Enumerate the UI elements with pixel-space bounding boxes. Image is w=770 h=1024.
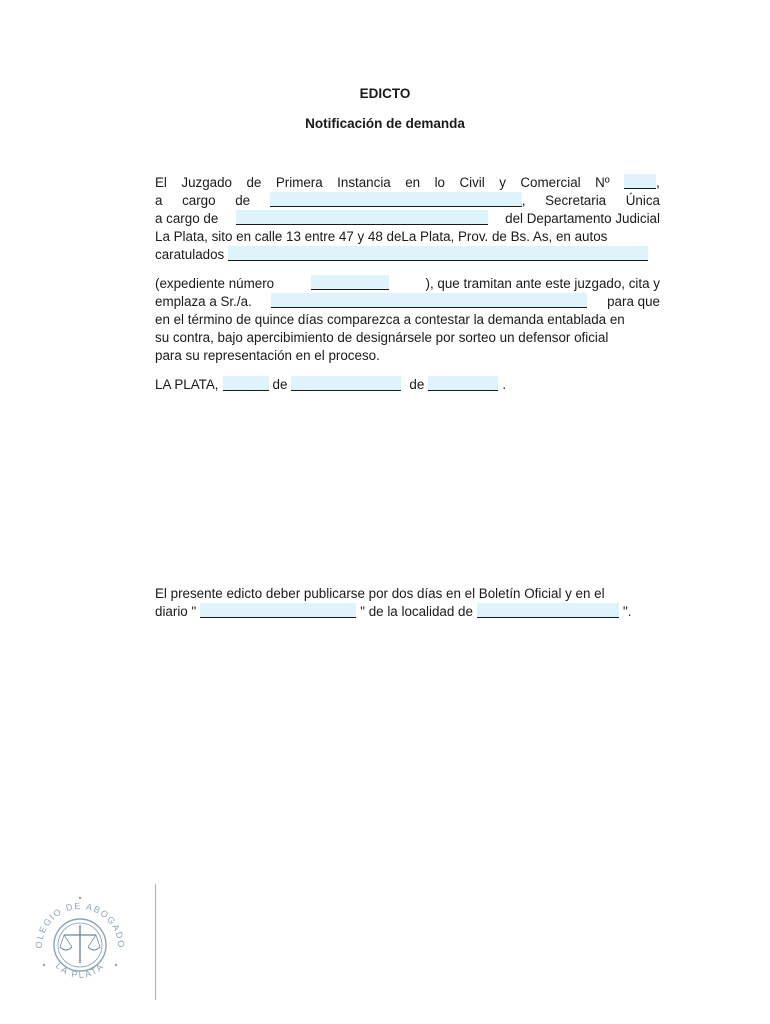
text: y	[499, 175, 506, 190]
text-line	[155, 293, 660, 311]
text: Secretaria	[545, 193, 607, 208]
text: su contra, bajo apercibimiento de designársele por sorteo un defensor oficial	[155, 330, 609, 345]
paragraph-publicacion	[155, 585, 660, 621]
text-line	[155, 246, 660, 264]
text-line	[155, 329, 660, 347]
text: (expediente número	[155, 276, 275, 291]
text: Única	[625, 193, 660, 208]
juzgado-number-group	[624, 174, 660, 192]
text: " de la localidad de	[360, 604, 473, 619]
text: para que	[607, 294, 660, 309]
text: ), que tramitan ante este juzgado, cita y	[425, 276, 660, 291]
text: para su representación en el proceso.	[155, 348, 380, 363]
localidad-field[interactable]	[477, 603, 619, 618]
document-title: EDICTO	[359, 86, 411, 101]
year-field[interactable]	[428, 376, 498, 391]
text: Nº	[595, 175, 610, 190]
diario-name-field[interactable]	[200, 603, 356, 618]
cargo-de-field[interactable]	[270, 192, 522, 207]
text: a	[155, 193, 163, 208]
text: de	[246, 175, 262, 190]
text-line	[155, 174, 660, 192]
svg-text:COLEGIO DE ABOGADOS: OLEGIO DE ABOGADO	[33, 900, 127, 950]
text-line	[155, 376, 660, 394]
text: Primera	[275, 175, 323, 190]
text-line	[155, 192, 660, 210]
text: Juzgado	[181, 175, 233, 190]
text-line	[155, 228, 660, 246]
day-field[interactable]	[223, 376, 269, 391]
svg-text:LA PLATA: LA PLATA	[53, 960, 107, 981]
paragraph-juzgado	[155, 174, 660, 264]
text-line	[155, 210, 660, 228]
text: en el término de quince días comparezca a contestar la demanda entablada en	[155, 312, 625, 327]
text: diario "	[155, 604, 197, 619]
text: del Departamento Judicial	[505, 211, 660, 226]
text: Comercial	[520, 175, 581, 190]
expediente-number-field[interactable]	[311, 275, 389, 290]
text-line	[155, 585, 660, 603]
text-line	[155, 347, 660, 365]
paragraph-expediente	[155, 275, 660, 365]
text-line	[155, 275, 660, 293]
text: cargo	[182, 193, 216, 208]
document-subtitle: Notificación de demanda	[305, 116, 465, 131]
text: Civil	[459, 175, 485, 190]
month-field[interactable]	[291, 376, 401, 391]
secretaria-cargo-field[interactable]	[236, 210, 488, 225]
text: ,	[521, 193, 526, 208]
text: lo	[434, 175, 446, 190]
text: ,	[656, 175, 660, 190]
text: LA PLATA,	[155, 377, 219, 392]
cargo-group	[270, 192, 526, 210]
text: Instancia	[337, 175, 391, 190]
margin-divider	[155, 884, 156, 1000]
text: El presente edicto deber publicarse por dos días en el Boletín Oficial y en el	[155, 586, 605, 601]
text: en	[405, 175, 421, 190]
text: El	[155, 175, 167, 190]
text: de	[272, 377, 288, 392]
text: a cargo de	[155, 211, 219, 226]
juzgado-number-field[interactable]	[624, 174, 656, 189]
text: emplaza a Sr./a.	[155, 294, 252, 309]
text: de	[235, 193, 251, 208]
text: .	[502, 377, 507, 392]
text-line	[155, 311, 660, 329]
text: ".	[622, 604, 632, 619]
text-line	[155, 603, 660, 621]
text: de	[409, 377, 425, 392]
text: La Plata, sito en calle 13 entre 47 y 48 deLa Plata, Prov. de Bs. As, en autos	[155, 229, 608, 244]
colegio-abogados-seal-logo	[30, 895, 130, 995]
demandado-name-field[interactable]	[271, 293, 587, 308]
date-line	[155, 376, 660, 394]
text: caratulados	[155, 247, 225, 262]
caratulados-field[interactable]	[228, 246, 648, 261]
